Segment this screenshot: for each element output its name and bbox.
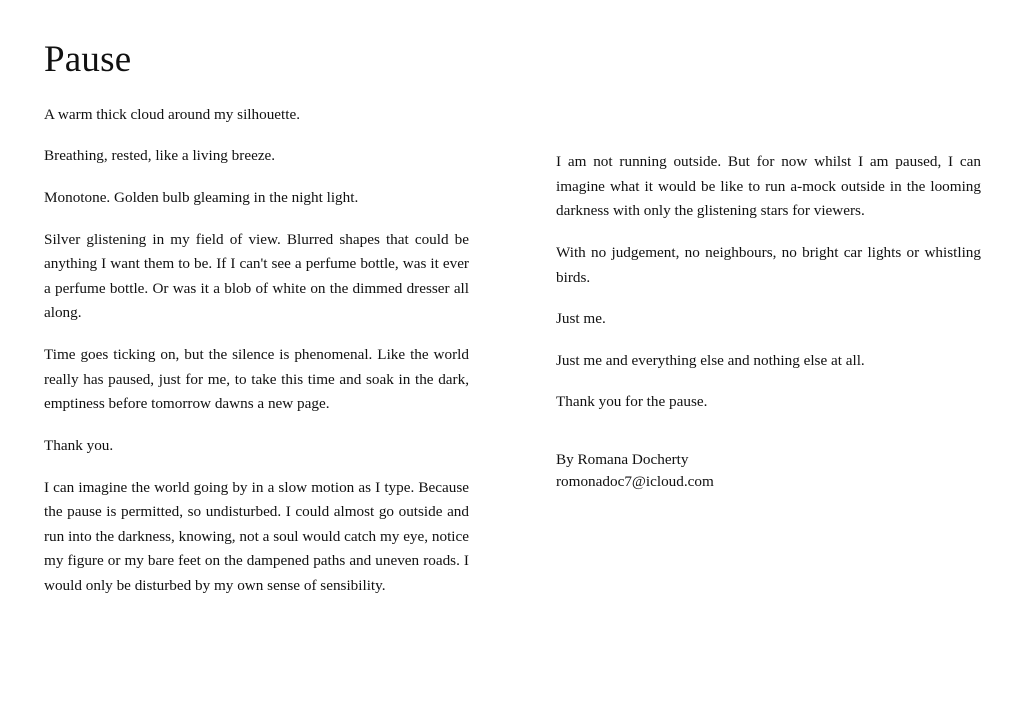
paragraph: Thank you.: [44, 436, 114, 454]
paragraph: Just me.: [556, 310, 606, 328]
right-column: [556, 150, 981, 493]
byline: [556, 449, 981, 493]
paragraph: Silver glistening in my field of view. Blurred shapes that could be anything I want them to be. If I can't see a perfume bottle, was it ever a perfume bottle. Or was it a blob of white on the dimmed dresser all along.: [44, 230, 469, 322]
paragraph: Time goes ticking on, but the silence is phenomenal. Like the world really has paused, just for me, to take this time and soak in the dark, emptiness before tomorrow dawns a new page.: [44, 346, 469, 413]
author-email: romonadoc7@icloud.com: [556, 473, 714, 491]
paragraph: I can imagine the world going by in a slow motion as I type. Because the pause is permitted, so undisturbed. I could almost go outside and run into the darkness, knowing, not a soul would catch my eye, notice my figure or my bare feet on the dampened paths and uneven roads. I would only be disturbed by my own sense of sensibility.: [44, 478, 469, 595]
left-column: [44, 40, 469, 599]
paragraph: I am not running outside. But for now whilst I am paused, I can imagine what it would be like to run a-mock outside in the looming darkness with only the glistening stars for viewers.: [556, 153, 981, 220]
paragraph: With no judgement, no neighbours, no bright car lights or whistling birds.: [556, 243, 981, 286]
paragraph: Breathing, rested, like a living breeze.: [44, 147, 276, 165]
author-name: By Romana Docherty: [556, 451, 689, 468]
paragraph: Monotone. Golden bulb gleaming in the night light.: [44, 188, 359, 206]
paragraph: Thank you for the pause.: [556, 393, 708, 411]
page-title: Pause: [44, 39, 132, 80]
paragraph: Just me and everything else and nothing else at all.: [556, 351, 865, 369]
paragraph: A warm thick cloud around my silhouette.: [44, 105, 301, 123]
